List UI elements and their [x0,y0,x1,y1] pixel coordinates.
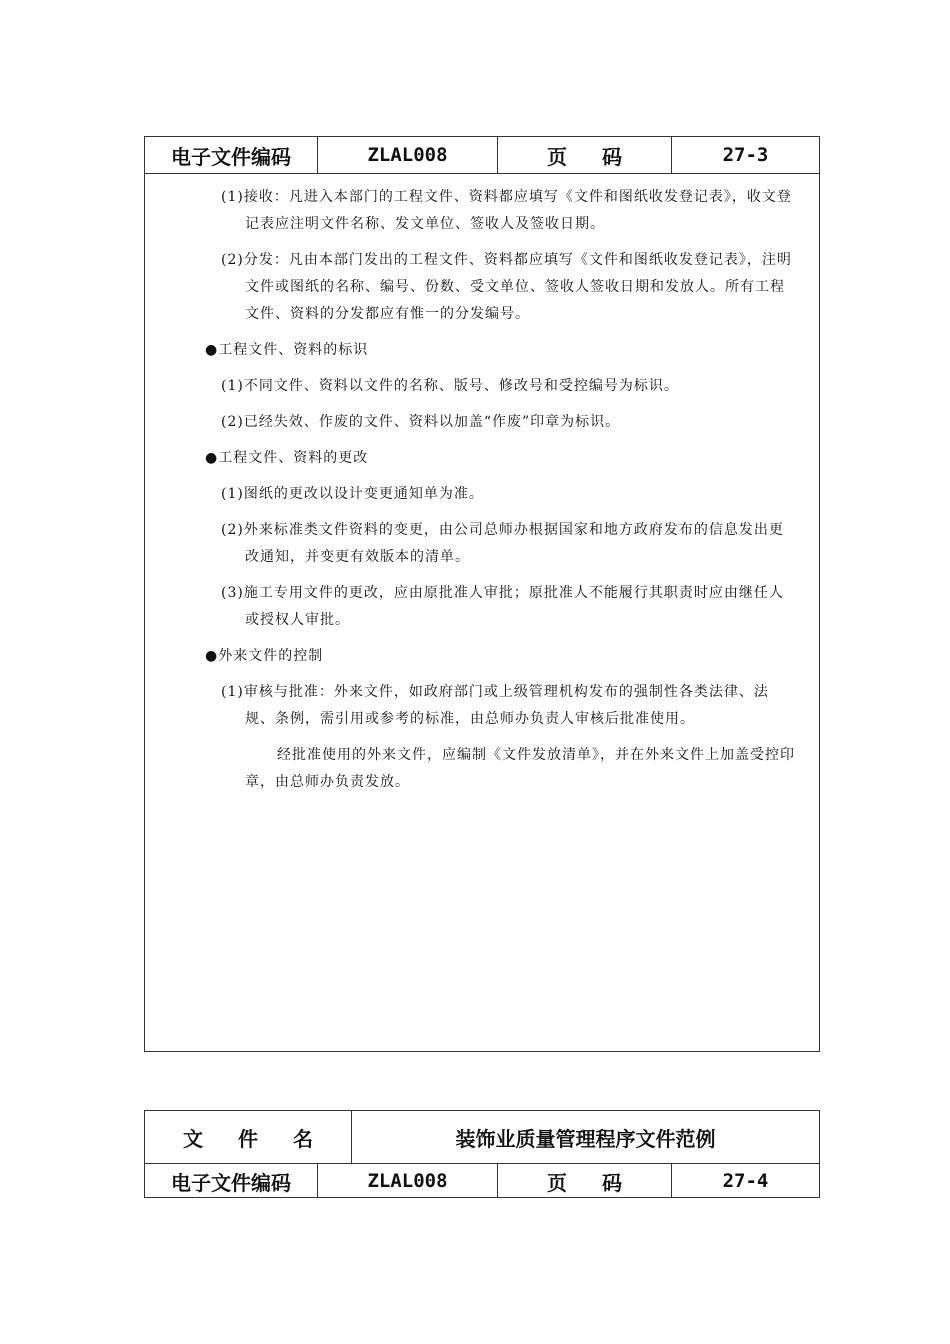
external-clause-1: (1)审核与批准：外来文件，如政府部门或上级管理机构发布的强制性各类法律、法规、条例，需引用或参考的标准，由总师办负责人审核后批准使用。 [221,684,769,727]
page-number: 27-3 [671,137,819,173]
change-clause-1: (1)图纸的更改以设计变更通知单为准。 [221,486,484,502]
receive-clause: (1)接收：凡进入本部门的工程文件、资料都应填写《文件和图纸收发登记表》，收文登记表应注明文件名称、发文单位、签收人及签收日期。 [221,189,792,232]
page-label: 页 码 [497,137,671,173]
section-heading-change: ●工程文件、资料的更改 [205,450,369,466]
document-body [145,173,819,1051]
file-name-label: 文 件 名 [183,1126,327,1151]
file-name-value: 装饰业质量管理程序文件范例 [351,1111,819,1163]
page-frame-27-3 [144,136,820,1052]
header-row [145,137,819,173]
next-page-header [144,1110,820,1198]
file-code-value: ZLAL008 [317,137,497,173]
marking-clause-1: (1)不同文件、资料以文件的名称、版号、修改号和受控编号为标识。 [221,378,679,394]
page-label: 页 码 [497,1164,671,1198]
file-code-label: 电子文件编码 [171,1170,291,1195]
distribute-clause: (2)分发：凡由本部门发出的工程文件、资料都应填写《文件和图纸收发登记表》，注明文件或图纸的名称、编号、份数、受文单位、签收人签收日期和发放人。所有工程文件、资料的分发都应有惟一的分发编号。 [221,252,792,322]
marking-clause-2: (2)已经失效、作废的文件、资料以加盖“作废”印章为标识。 [221,414,621,430]
file-name-row [145,1111,819,1163]
page-number: 27-4 [671,1164,819,1198]
change-clause-3: (3)施工专用文件的更改，应由原批准人审批；原批准人不能履行其职责时应由继任人或授权人审批。 [221,585,784,628]
change-clause-2: (2)外来标准类文件资料的变更，由公司总师办根据国家和地方政府发布的信息发出更改通知，并变更有效版本的清单。 [221,522,784,565]
file-code-value: ZLAL008 [317,1164,497,1198]
section-heading-external: ●外来文件的控制 [205,648,324,664]
file-code-label: 电子文件编码 [171,144,291,169]
external-clause-2: 经批准使用的外来文件，应编制《文件发放清单》，并在外来文件上加盖受控印章，由总师办负责发放。 [245,747,795,790]
code-row [145,1163,819,1198]
document-content [205,184,795,805]
section-heading-marking: ●工程文件、资料的标识 [205,342,369,358]
